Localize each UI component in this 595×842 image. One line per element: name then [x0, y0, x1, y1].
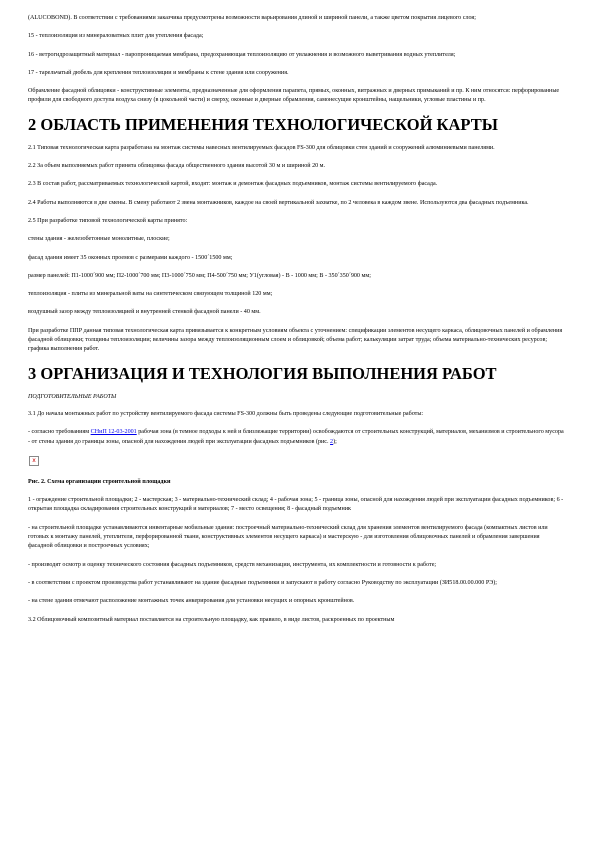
section-heading-2: 2 ОБЛАСТЬ ПРИМЕНЕНИЯ ТЕХНОЛОГИЧЕСКОЙ КАРТЫ — [28, 114, 498, 134]
paragraph: 1 - ограждение строительной площадки; 2 - мастерская; 3 - материально-технический склад; 4 - рабочая зона; 5 - граница зоны, опасной для нахождения людей при эксплуатации фасадных подъемников; 6 - открытая площадка складирования строительных конструкций и материалов; 7 - место освещения; 8 - фасадный подъемник — [28, 497, 564, 513]
paragraph: 2.3 В состав работ, рассматриваемых технологической картой, входят: монтаж и демонтаж фасадных подъемников, монтаж системы вентилируемого фасада. — [28, 181, 438, 188]
paragraph: Обрамление фасадной облицовки - конструктивные элементы, предназначенные для оформления парапета, прямых, оконных, витражных и дверных примыканий и пр. К ним относятся: перфорированные профили для свободного доступа воздуха снизу (в цокольной части) и сверху, оконные и дверные обрамления, самонесущие кронштейны, нащельники, угловые пластины и пр. — [28, 88, 560, 104]
paragraph: 15 - теплоизоляция из минераловатных плит для утепления фасада; — [28, 33, 204, 40]
text-fragment: рабочая зона (в темное подходы к ней и близлежащие территории) освобождаются от строительных конструкций, материалов, механизмов и строительного мусора - от стены здания до границы зоны, опасной для нахождения людей при эксплуатации фасадных подъемников (рис. — [28, 429, 564, 445]
paragraph: 3.2 Облицовочный композитный материал поставляется на строительную площадку, как правило, в виде листов, раскроенных по проектным — [28, 616, 395, 623]
paragraph: При разработке ППР данная типовая технологическая карта привязывается к конкретным условиям объекта с уточнением: спецификации элементов несущего каркаса, облицовочных панелей и обрамления фасадной облицовки; толщины теплоизоляции; величины зазора между теплоизоляционным слоем и облицовкой; объема работ; калькуляции затрат труда; объема материально-технических ресурсов; графика выполнения работ. — [28, 327, 563, 353]
paragraph: - в соответствии с проектом производства работ устанавливают на здание фасадные подъемники и запускают в работу согласно Руководству по эксплуатации (ЗИ518.00.00.000 РЭ); — [28, 579, 497, 586]
paragraph: размер панелей: П1-1000´900 мм; П2-1000´700 мм; П3-1000´750 мм; П4-500´750 мм; У1(угловая) - В - 1000 мм; В - 350´350´900 мм; — [28, 272, 371, 279]
text-fragment: - согласно требованиям — [28, 429, 91, 436]
snip-link[interactable]: СНиП 12-03-2001 — [90, 429, 137, 436]
paragraph: 2.2 За объем выполняемых работ принята облицовка фасада общественного здания высотой 30 м и шириной 20 м. — [28, 163, 326, 170]
paragraph: 2.1 Типовая технологическая карта разработана на монтаж системы навесных вентилируемых фасадов FS-300 для облицовки стен зданий и сооружений алюминиевыми панелями. — [28, 144, 495, 151]
paragraph: - на стене здания отмечают расположение монтажных точек анкерирования для установки несущих и опорных кронштейнов. — [28, 598, 355, 605]
paragraph: - на строительной площадке устанавливаются инвентарные мобильные здания: построечный материально-технический склад для хранения элементов вентилируемого фасада (компактных листов или готовых к монтажу панелей, утеплителя, перфорированной ткани, конструктивных элементов несущего каркаса) и мастерскую - для изготовления облицовочных панелей и обрамления завершения фасадной облицовки и построечных условиях; — [28, 524, 548, 550]
figure-caption: Рис. 2. Схема организации строительной площадки — [28, 478, 171, 485]
paragraph: 3.1 До начала монтажных работ по устройству вентилируемого фасада системы FS-300 должны быть проведены следующие подготовительные работы: — [28, 410, 424, 417]
subsection-title: ПОДГОТОВИТЕЛЬНЫЕ РАБОТЫ — [28, 393, 117, 400]
figure-link[interactable]: 2 — [330, 438, 334, 445]
paragraph: стены здания - железобетонные монолитные, плоские; — [28, 236, 170, 243]
paragraph: 17 - тарельчатый дюбель для крепления теплоизоляции и мембраны к стене здания или сооружения. — [28, 69, 289, 76]
paragraph: воздушный зазор между теплоизоляцией и внутренней стенкой фасадной панели - 40 мм. — [28, 309, 261, 316]
paragraph-with-links — [28, 428, 565, 447]
paragraph: (ALUCOBOND). В соответствии с требованиями заказчика предусмотрены возможности варьирования длиной и шириной панели, а также цветом покрытия лицевого слоя; — [28, 15, 476, 21]
paragraph: фасад здания имеет 35 оконных проемов с размерами каждого - 1500´1500 мм; — [28, 254, 233, 261]
section-heading-3: 3 ОРГАНИЗАЦИЯ И ТЕХНОЛОГИЯ ВЫПОЛНЕНИЯ РАБОТ — [28, 363, 497, 383]
paragraph: 2.4 Работы выполняются в две смены. В смену работают 2 звена монтажников, каждое на своей вертикальной захватке, по 2 человека в каждом звене. Используются два фасадных подъемника. — [28, 199, 529, 206]
paragraph: 16 - ветрогидрозащитный материал - паропроницаемая мембрана, предохраняющая теплоизоляцию от увлажнения и возможного выветривания водных утеплителя; — [28, 51, 456, 58]
text-fragment: ); — [333, 438, 337, 445]
paragraph: - производят осмотр и оценку технического состояния фасадных подъемников, средств механизации, инструмента, их комплектности и готовности к работе; — [28, 561, 437, 568]
paragraph: теплоизоляция - плиты из минеральной ваты на синтетическом связующем толщиной 120 мм; — [28, 291, 273, 298]
broken-image-icon: x — [29, 456, 39, 466]
paragraph: 2.5 При разработке типовой технологической карты принято: — [28, 217, 188, 224]
